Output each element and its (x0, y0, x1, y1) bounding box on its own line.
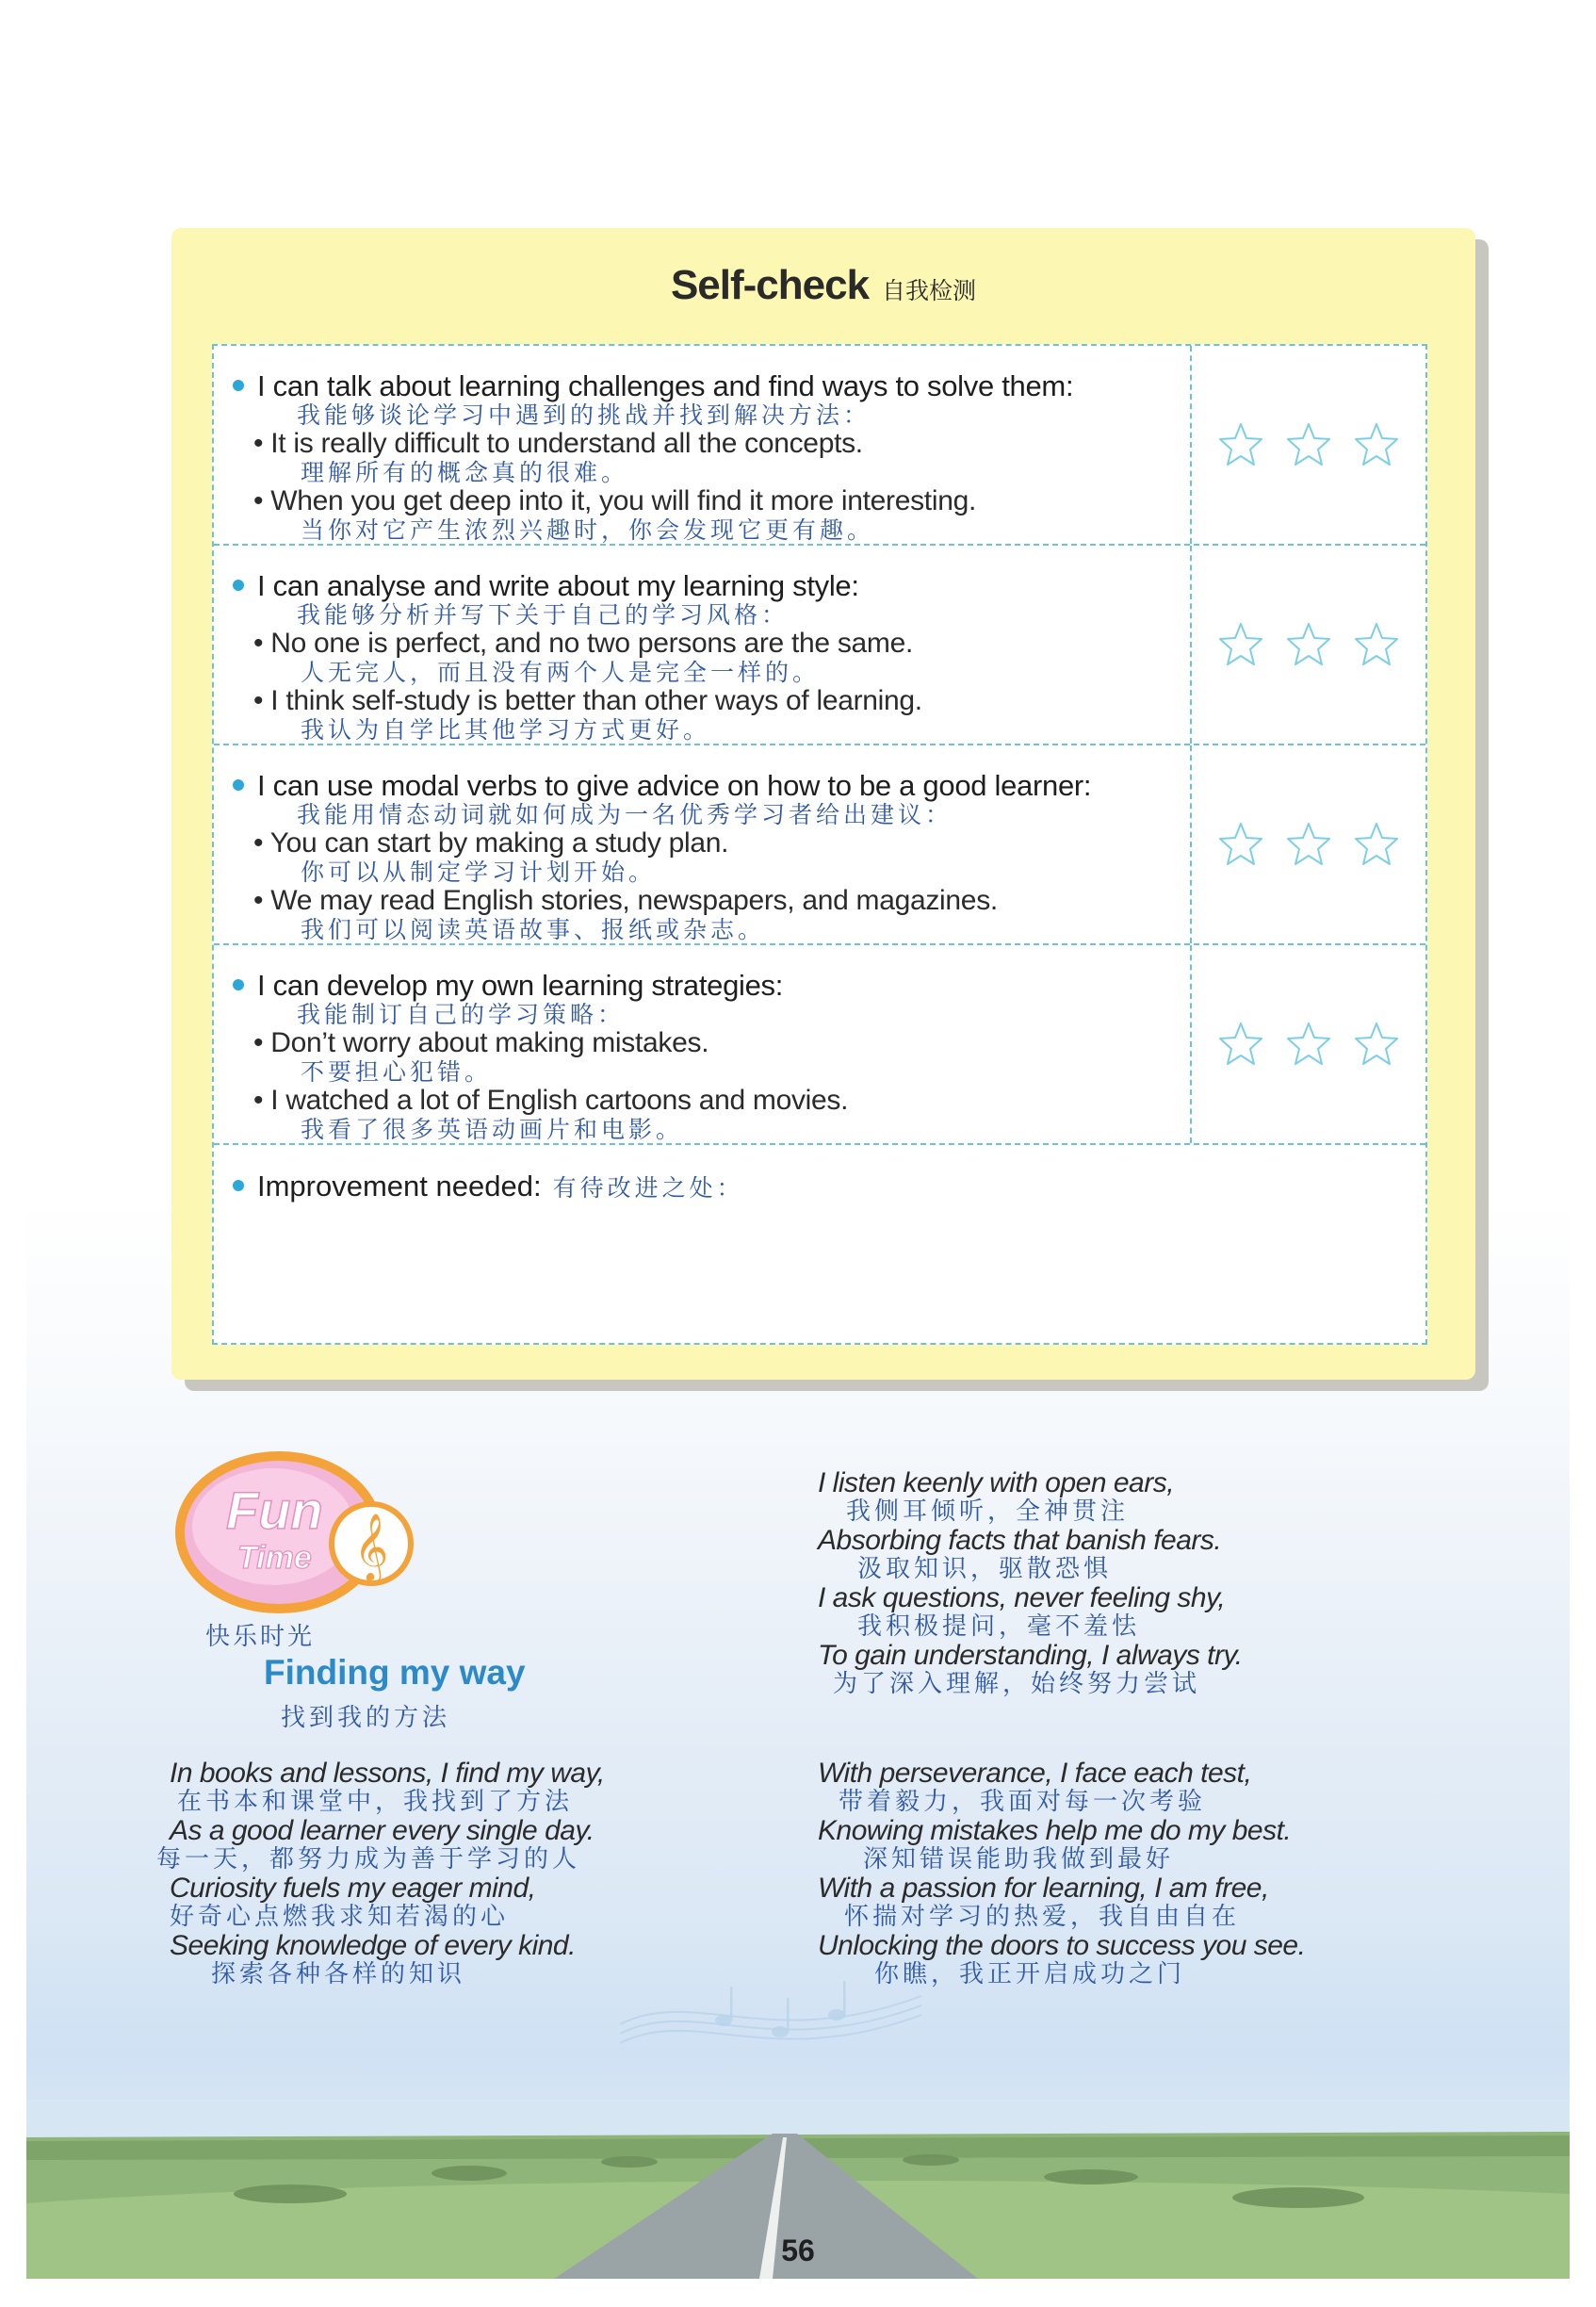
bullet-icon (233, 779, 244, 791)
can-do-statement (233, 570, 1184, 602)
self-check-row (214, 346, 1425, 546)
poem-line: Curiosity fuels my eager mind, (170, 1873, 536, 1904)
fun-time-caption: 快乐时光 (205, 1623, 316, 1651)
star-rating[interactable] (1190, 346, 1425, 544)
treble-clef-icon (332, 1504, 411, 1583)
example-sentence: • I think self-study is better than other ways of learning. (253, 685, 922, 716)
self-check-row (214, 745, 1425, 945)
can-do-text: I can use modal verbs to give advice on how to be a good learner: (257, 769, 1092, 802)
poem-line: As a good learner every single day. (170, 1815, 594, 1846)
poem-title-zh: 找到我的方法 (281, 1704, 451, 1732)
star-outline-icon[interactable] (1217, 421, 1264, 468)
improvement-writing-area[interactable] (233, 1220, 1392, 1324)
row-text (233, 570, 1184, 743)
bullet-icon (233, 979, 244, 990)
row-text (233, 370, 1184, 543)
poem-line-zh: 在书本和课堂中，我找到了方法 (177, 1788, 574, 1816)
poem-line: I listen keenly with open ears, (818, 1467, 1175, 1498)
badge-fun-text: Fun (226, 1481, 323, 1540)
poem-line: Unlocking the doors to success you see. (818, 1930, 1306, 1961)
star-outline-icon[interactable] (1217, 621, 1264, 668)
poem-line-zh: 每一天，都努力成为善于学习的人 (156, 1845, 581, 1873)
example-translation: 我们可以阅读英语故事、报纸或杂志。 (301, 916, 766, 943)
poem-line-zh: 你瞧，我正开启成功之门 (874, 1960, 1186, 1988)
example-sentence: • It is really difficult to understand all the concepts. (253, 428, 863, 459)
star-rating[interactable] (1190, 546, 1425, 744)
poem-line: Seeking knowledge of every kind. (170, 1930, 576, 1961)
example-text: It is really difficult to understand all the concepts. (270, 428, 863, 459)
music-notes-decoration (611, 1958, 931, 2062)
poem-title: Finding my way (264, 1653, 526, 1692)
example-translation: 当你对它产生浓烈兴趣时，你会发现它更有趣。 (301, 516, 875, 544)
poem-line-zh: 汲取知识，驱散恐惧 (857, 1555, 1113, 1583)
poem-line: With a passion for learning, I am free, (818, 1873, 1269, 1904)
star-rating[interactable] (1190, 945, 1425, 1143)
star-outline-icon[interactable] (1353, 621, 1400, 668)
poem-line-zh: 怀揣对学习的热爱，我自由自在 (844, 1903, 1241, 1931)
poem-line-zh: 我侧耳倾听，全神贯注 (846, 1497, 1130, 1526)
poem-stanza-right-1 (818, 1468, 1243, 1698)
can-do-statement (233, 970, 1184, 1002)
self-check-row (214, 546, 1425, 745)
star-outline-icon[interactable] (1285, 1021, 1332, 1068)
poem-line: Absorbing facts that banish fears. (818, 1525, 1222, 1556)
star-outline-icon[interactable] (1285, 821, 1332, 868)
poem-line-zh: 带着毅力，我面对每一次考验 (839, 1788, 1207, 1816)
improvement-row (214, 1145, 1425, 1343)
can-do-text: I can analyse and write about my learning style: (257, 569, 859, 602)
poem-line: To gain understanding, I always try. (818, 1640, 1243, 1671)
self-check-table (212, 344, 1427, 1345)
poem-stanza-right-2 (818, 1759, 1305, 1988)
example-translation: 理解所有的概念真的很难。 (301, 459, 629, 486)
poem-line: In books and lessons, I find my way, (170, 1758, 605, 1789)
poem-line: Knowing mistakes help me do my best. (818, 1815, 1292, 1846)
star-outline-icon[interactable] (1285, 621, 1332, 668)
self-check-title-en: Self-check (670, 262, 870, 308)
example-sentence: • When you get deep into it, you will find it more interesting. (253, 485, 977, 516)
row-text (233, 770, 1184, 942)
svg-text:𝄞: 𝄞 (353, 1512, 389, 1580)
star-outline-icon[interactable] (1217, 1021, 1264, 1068)
example-sentence: • I watched a lot of English cartoons and movies. (253, 1085, 849, 1116)
improvement-label-zh: 有待改进之处： (552, 1174, 744, 1202)
can-do-text: I can develop my own learning strategies: (257, 969, 784, 1002)
star-outline-icon[interactable] (1353, 1021, 1400, 1068)
example-text: No one is perfect, and no two persons are the same. (270, 628, 914, 659)
poem-line-zh: 为了深入理解，始终努力尝试 (833, 1670, 1201, 1698)
example-translation: 我认为自学比其他学习方式更好。 (301, 716, 711, 744)
self-check-row (214, 945, 1425, 1145)
bullet-icon (233, 1180, 244, 1191)
bullet-icon (233, 380, 244, 391)
fun-time-badge (168, 1438, 422, 1636)
example-text: We may read English stories, newspapers, and magazines. (270, 885, 998, 916)
star-outline-icon[interactable] (1353, 821, 1400, 868)
page-number: 56 (781, 2233, 815, 2267)
self-check-title (171, 262, 1475, 309)
poem-line-zh: 好奇心点燃我求知若渴的心 (170, 1903, 510, 1931)
example-translation: 你可以从制定学习计划开始。 (301, 859, 657, 886)
textbook-page (26, 26, 1570, 2279)
poem-line: I ask questions, never feeling shy, (818, 1582, 1226, 1613)
can-do-text: I can talk about learning challenges and find ways to solve them: (257, 369, 1074, 402)
poem-line-zh: 我积极提问，毫不羞怯 (857, 1612, 1141, 1641)
can-do-statement (233, 370, 1184, 402)
can-do-translation: 我能用情态动词就如何成为一名优秀学习者给出建议： (297, 801, 953, 828)
poem-line: With perseverance, I face each test, (818, 1758, 1252, 1789)
poem-line-zh: 深知错误能助我做到最好 (863, 1845, 1175, 1873)
example-translation: 人无完人，而且没有两个人是完全一样的。 (301, 659, 821, 686)
poem-stanza-left (156, 1758, 605, 1988)
star-rating[interactable] (1190, 745, 1425, 943)
star-outline-icon[interactable] (1217, 821, 1264, 868)
example-text: When you get deep into it, you will find it more interesting. (270, 485, 977, 516)
self-check-panel (171, 228, 1475, 1380)
improvement-label-en: Improvement needed: (257, 1170, 542, 1203)
badge-time-text: Time (237, 1540, 312, 1576)
self-check-title-zh: 自我检测 (882, 277, 977, 304)
can-do-translation: 我能够分析并写下关于自己的学习风格： (297, 601, 790, 629)
bullet-icon (233, 580, 244, 591)
can-do-statement (233, 770, 1184, 802)
example-sentence: • You can start by making a study plan. (253, 827, 729, 859)
star-outline-icon[interactable] (1353, 421, 1400, 468)
example-translation: 不要担心犯错。 (301, 1058, 493, 1086)
poem-line-zh: 探索各种各样的知识 (211, 1960, 466, 1988)
example-text: I watched a lot of English cartoons and movies. (270, 1085, 849, 1116)
example-sentence: • Don’t worry about making mistakes. (253, 1027, 709, 1058)
example-text: I think self-study is better than other ways of learning. (270, 685, 922, 716)
example-sentence: • We may read English stories, newspapers, and magazines. (253, 885, 998, 916)
example-text: You can start by making a study plan. (269, 827, 729, 859)
example-sentence: • No one is perfect, and no two persons are the same. (253, 628, 914, 659)
can-do-translation: 我能制订自己的学习策略： (297, 1001, 626, 1028)
improvement-label (233, 1170, 744, 1203)
example-text: Don’t worry about making mistakes. (270, 1027, 709, 1058)
example-translation: 我看了很多英语动画片和电影。 (301, 1116, 684, 1143)
star-outline-icon[interactable] (1285, 421, 1332, 468)
can-do-translation: 我能够谈论学习中遇到的挑战并找到解决方法： (297, 401, 871, 429)
row-text (233, 970, 1184, 1142)
